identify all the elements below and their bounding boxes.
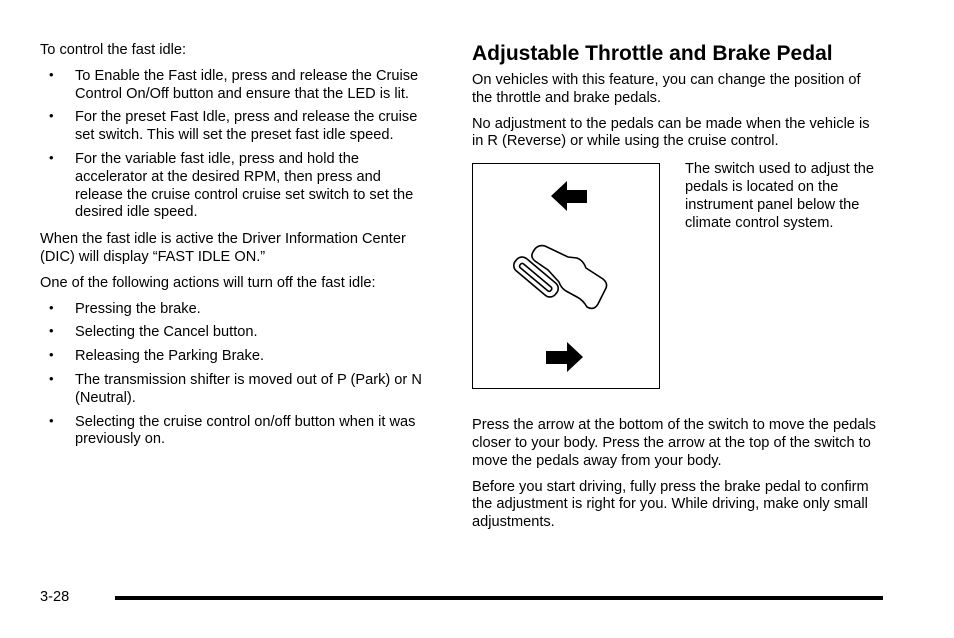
arrow-right-icon bbox=[546, 342, 583, 372]
figure-caption: The switch used to adjust the pedals is located on the instrument panel below the climate control system. bbox=[685, 161, 875, 231]
bullet: • bbox=[49, 323, 54, 339]
bullet: • bbox=[49, 149, 54, 165]
fast-idle-dic-paragraph: When the fast idle is active the Driver Information Center (DIC) will display “FAST IDLE ON.” bbox=[40, 231, 406, 265]
right-column bbox=[472, 40, 882, 540]
bullet: • bbox=[49, 347, 54, 363]
bullet: • bbox=[49, 108, 54, 124]
list-item: • Selecting the cruise control on/off button when it was previously on. bbox=[49, 412, 416, 448]
brake-confirm-paragraph: Before you start driving, fully press the brake pedal to confirm the adjustment is right for you. While driving, make only small adjustments. bbox=[472, 478, 869, 531]
pedal-switch-figure bbox=[472, 163, 660, 389]
arrow-usage-paragraph: Press the arrow at the bottom of the switch to move the pedals closer to your body. Press the arrow at the top of the switch to move the pedals away from your body. bbox=[472, 417, 876, 469]
bullet: • bbox=[49, 299, 54, 315]
fast-idle-intro: To control the fast idle: bbox=[40, 42, 187, 58]
fast-idle-off-actions-list bbox=[40, 301, 430, 450]
feature-intro-paragraph: On vehicles with this feature, you can change the position of the throttle and brake pedals. bbox=[472, 72, 861, 106]
list-item: • Releasing the Parking Brake. bbox=[49, 347, 265, 365]
page-number: 3-28 bbox=[40, 589, 70, 605]
list-item: • The transmission shifter is moved out of P (Park) or N (Neutral). bbox=[49, 370, 422, 406]
bullet: • bbox=[49, 370, 54, 386]
lower-text bbox=[472, 417, 882, 532]
pedal-adjust-switch-icon bbox=[473, 164, 661, 390]
section-heading: Adjustable Throttle and Brake Pedal bbox=[472, 42, 833, 65]
arrow-left-icon bbox=[551, 181, 587, 211]
list-item: • Pressing the brake. bbox=[49, 299, 201, 317]
restriction-paragraph: No adjustment to the pedals can be made when the vehicle is in R (Reverse) or while using the cruise control. bbox=[472, 115, 870, 150]
list-item: • For the preset Fast Idle, press and release the cruise set switch. This will set the preset fast idle speed. bbox=[49, 108, 418, 144]
fast-idle-steps-list bbox=[40, 68, 430, 222]
figure-row bbox=[472, 163, 882, 393]
bullet: • bbox=[49, 66, 54, 82]
list-item: • To Enable the Fast idle, press and release the Cruise Control On/Off button and ensure that the LED is lit. bbox=[49, 66, 419, 102]
list-item: • For the variable fast idle, press and hold the accelerator at the desired RPM, then press and release the cruise control cruise set switch to set the desired idle speed. bbox=[49, 149, 414, 221]
fast-idle-off-intro: One of the following actions will turn off the fast idle: bbox=[40, 274, 376, 291]
bullet: • bbox=[49, 412, 54, 428]
left-column bbox=[40, 42, 430, 458]
pedal-icon bbox=[511, 246, 607, 309]
footer-rule bbox=[115, 596, 883, 600]
list-item: • Selecting the Cancel button. bbox=[49, 323, 258, 341]
